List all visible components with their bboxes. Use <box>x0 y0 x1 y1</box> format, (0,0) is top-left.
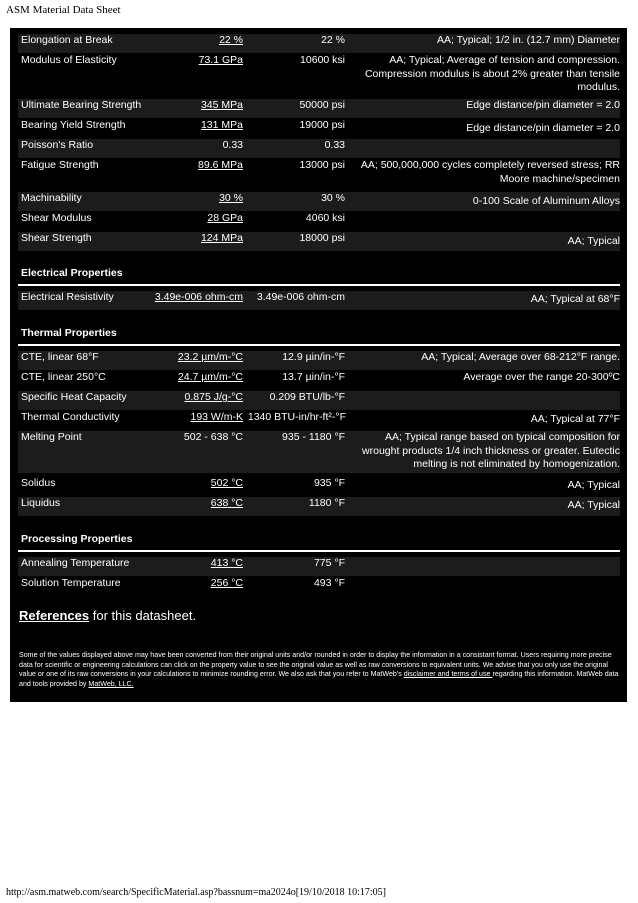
metric-value: 502 - 638 °C <box>183 431 243 443</box>
metric-value-link[interactable]: 22 % <box>219 34 243 46</box>
english-value: 493 °F <box>313 577 345 589</box>
english-value: 18000 psi <box>299 232 345 244</box>
comment: AA; Typical at 68°F <box>530 293 620 305</box>
english-value: 30 % <box>321 192 345 204</box>
metric-value-link[interactable]: 89.6 MPa <box>198 159 243 171</box>
property-row-shear-modulus <box>18 212 620 231</box>
page-header: ASM Material Data Sheet <box>6 4 121 16</box>
metric-value-link[interactable]: 3.49e-006 ohm-cm <box>154 291 243 303</box>
metric-value-link[interactable]: 28 GPa <box>207 212 243 224</box>
metric-value: 0.33 <box>222 139 243 151</box>
property-name: Shear Modulus <box>21 212 92 224</box>
property-name: Thermal Conductivity <box>21 411 120 423</box>
references-line <box>19 608 196 623</box>
property-name: Electrical Resistivity <box>21 291 114 303</box>
english-value: 935 - 1180 °F <box>282 431 345 443</box>
property-name: Specific Heat Capacity <box>21 391 127 403</box>
property-row-annealing-temperature <box>18 557 620 576</box>
property-name: CTE, linear 250°C <box>21 371 106 383</box>
property-row-modulus-of-elasticity <box>18 54 620 95</box>
property-name: CTE, linear 68°F <box>21 351 99 363</box>
english-value: 13000 psi <box>299 159 345 171</box>
english-value: 4060 ksi <box>305 212 345 224</box>
metric-value-link[interactable]: 23.2 µm/m-°C <box>177 351 243 363</box>
comment: AA; Typical; 1/2 in. (12.7 mm) Diameter <box>436 34 620 46</box>
comment: Average over the range 20-300ºC <box>463 371 620 383</box>
english-value: 3.49e-006 ohm-cm <box>256 291 345 303</box>
metric-value-link[interactable]: 73.1 GPa <box>198 54 243 66</box>
english-value: 10600 ksi <box>300 54 345 66</box>
property-name: Solution Temperature <box>21 577 121 589</box>
section-divider <box>18 284 620 286</box>
property-row-solidus <box>18 477 620 496</box>
section-title-processing: Processing Properties <box>21 533 133 545</box>
comment: AA; Typical at 77°F <box>530 413 620 425</box>
comment: AA; Typical <box>567 499 620 511</box>
property-row-liquidus <box>18 497 620 516</box>
english-value: 1180 °F <box>308 497 345 509</box>
property-row-specific-heat <box>18 391 620 410</box>
property-name: Solidus <box>21 477 56 489</box>
comment: AA; Typical; Average over 68-212°F range. <box>421 351 620 363</box>
property-row-bearing-yield-strength <box>18 119 620 138</box>
matweb-llc-link[interactable]: MatWeb, LLC. <box>88 679 134 688</box>
comment: 0-100 Scale of Aluminum Alloys <box>472 195 620 207</box>
metric-value-link[interactable]: 638 °C <box>210 497 243 509</box>
property-name: Melting Point <box>21 431 82 443</box>
metric-value-link[interactable]: 131 MPa <box>200 119 243 131</box>
property-row-elongation <box>18 34 620 53</box>
section-title-electrical: Electrical Properties <box>21 267 123 279</box>
property-name: Liquidus <box>21 497 61 509</box>
property-row-shear-strength <box>18 232 620 251</box>
disclaimer-text: Some of the values displayed above may have been converted from their original units and/or rounded in order to display the information in a consistant format. Users requiring more precise data for scientific or engineering calculations can click on the property value to see the original value as well as raw conversions to equivalent units. We advise that you only use the original value or one of its raw conversions in your calculations to minimize rounding error. We also ask that you refer to MatWeb's <box>19 651 612 679</box>
terms-of-use-link[interactable]: disclaimer and terms of use <box>403 670 493 679</box>
property-row-thermal-conductivity <box>18 411 620 430</box>
metric-value-link[interactable]: 502 °C <box>210 477 243 489</box>
metric-value-link[interactable]: 30 % <box>219 192 243 204</box>
english-value: 1340 BTU-in/hr-ft²-°F <box>247 411 346 423</box>
property-name: Bearing Yield Strength <box>21 119 126 131</box>
comment: Edge distance/pin diameter = 2.0 <box>466 99 620 111</box>
english-value: 50000 psi <box>299 99 345 111</box>
comment: Edge distance/pin diameter = 2.0 <box>466 122 620 134</box>
metric-value-link[interactable]: 413 °C <box>210 557 243 569</box>
property-row-cte-68f <box>18 351 620 370</box>
references-link[interactable]: References <box>19 608 90 623</box>
metric-value-link[interactable]: 345 MPa <box>200 99 243 111</box>
english-value: 19000 psi <box>299 119 345 131</box>
metric-value-link[interactable]: 124 MPa <box>200 232 243 244</box>
property-name: Poisson's Ratio <box>21 139 94 151</box>
metric-value-link[interactable]: 0.875 J/g-°C <box>184 391 243 403</box>
metric-value-link[interactable]: 256 °C <box>210 577 243 589</box>
property-name: Machinability <box>21 192 82 204</box>
disclaimer-text-2: regarding this information. MatWeb data and tools provided by <box>19 670 619 688</box>
comment: AA; Typical; Average of tension and compression. Compression modulus is about 2% greater than tensile modulus. <box>364 54 620 93</box>
property-row-solution-temperature <box>18 577 620 596</box>
comment: AA; Typical range based on typical composition for wrought products 1/4 inch thickness or greater. Eutectic melting is not eliminated by homogenization. <box>362 431 620 470</box>
property-name: Shear Strength <box>21 232 92 244</box>
section-divider <box>18 550 620 552</box>
comment: AA; 500,000,000 cycles completely reversed stress; RR Moore machine/specimen <box>360 159 620 185</box>
property-name: Ultimate Bearing Strength <box>21 99 142 111</box>
english-value: 0.209 BTU/lb-°F <box>269 391 345 403</box>
property-name: Elongation at Break <box>21 34 113 46</box>
page-footer-url: http://asm.matweb.com/search/SpecificMaterial.asp?bassnum=ma2024o[19/10/2018 10:17:05] <box>6 887 386 898</box>
datasheet-panel <box>10 28 627 702</box>
english-value: 0.33 <box>324 139 345 151</box>
property-row-fatigue-strength <box>18 159 620 191</box>
english-value: 13.7 µin/in-°F <box>282 371 345 383</box>
section-title-thermal: Thermal Properties <box>21 327 117 339</box>
english-value: 775 °F <box>313 557 345 569</box>
property-row-cte-250c <box>18 371 620 390</box>
metric-value-link[interactable]: 193 W/m-K <box>190 411 243 423</box>
property-row-ultimate-bearing-strength <box>18 99 620 118</box>
property-row-machinability <box>18 192 620 211</box>
property-name: Fatigue Strength <box>21 159 99 171</box>
section-divider <box>18 344 620 346</box>
comment: AA; Typical <box>567 235 620 247</box>
english-value: 22 % <box>321 34 345 46</box>
property-row-electrical-resistivity <box>18 291 620 310</box>
english-value: 935 °F <box>313 477 345 489</box>
property-name: Annealing Temperature <box>21 557 130 569</box>
metric-value-link[interactable]: 24.7 µm/m-°C <box>177 371 243 383</box>
property-row-poissons-ratio <box>18 139 620 158</box>
disclaimer <box>19 651 619 689</box>
property-row-melting-point <box>18 431 620 473</box>
references-text: for this datasheet. <box>89 608 197 623</box>
property-name: Modulus of Elasticity <box>21 54 117 66</box>
english-value: 12.9 µin/in-°F <box>282 351 345 363</box>
comment: AA; Typical <box>567 479 620 491</box>
